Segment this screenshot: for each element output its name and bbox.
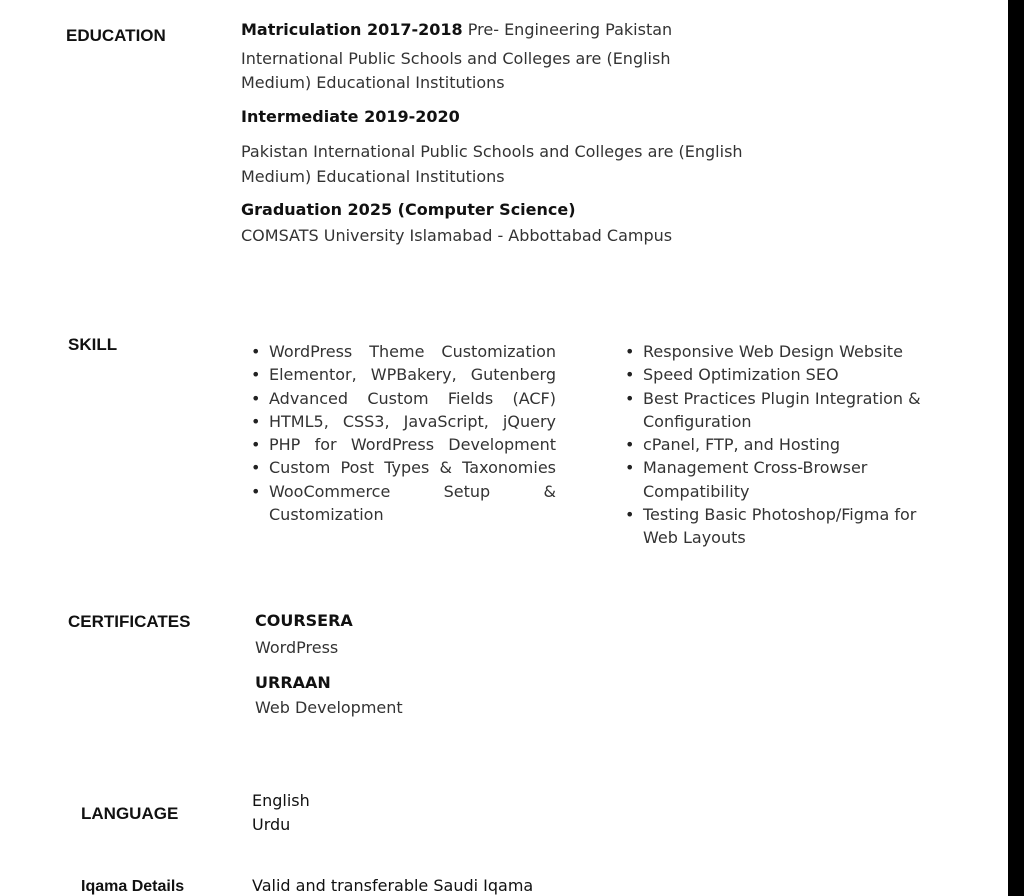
- intermediate-title: Intermediate 2019-2020: [241, 107, 460, 126]
- skill-heading: SKILL: [68, 335, 118, 354]
- skills-list-right: [623, 340, 963, 550]
- skill-item-text: • Best Practices Plugin Integration &: [643, 388, 921, 408]
- certificate-2-org: URRAAN: [255, 673, 331, 692]
- skill-item-text: • Custom Post Types & Taxonomies: [269, 458, 556, 478]
- skill-item-text: • PHP for WordPress Development: [269, 435, 556, 455]
- certificates-heading: CERTIFICATES: [68, 612, 191, 631]
- certificate-1-org: COURSERA: [255, 611, 353, 630]
- graduation-line-1: COMSATS University Islamabad - Abbottabad Campus: [241, 226, 673, 245]
- skill-item-text: • Elementor, WPBakery, Gutenberg: [269, 365, 556, 385]
- skill-item-text-continued: Compatibility: [643, 481, 750, 501]
- skill-item: [249, 340, 556, 363]
- skill-item: [623, 387, 963, 434]
- skill-item: [623, 456, 963, 503]
- education-heading: EDUCATION: [66, 26, 166, 45]
- iqama-heading: Iqama Details: [81, 878, 185, 895]
- certificate-1-subject: WordPress: [255, 638, 339, 657]
- skills-list-left: [249, 340, 556, 526]
- matriculation-stream: Pre- Engineering Pakistan: [462, 20, 673, 39]
- skill-item-text: • Testing Basic Photoshop/Figma for: [643, 505, 917, 525]
- language-item-urdu: Urdu: [252, 815, 291, 834]
- skill-item-text-continued: Customization: [269, 505, 384, 525]
- skill-item-text-continued: Web Layouts: [643, 528, 746, 548]
- iqama-value: Valid and transferable Saudi Iqama: [252, 876, 534, 895]
- skill-item: [623, 363, 963, 386]
- skill-item-text: • HTML5, CSS3, JavaScript, jQuery: [269, 411, 556, 431]
- skill-item: [249, 456, 556, 479]
- skill-item-text: • WooCommerce Setup &: [269, 481, 556, 501]
- page-edge-bar: [1008, 0, 1024, 896]
- matriculation-line-1: [241, 20, 672, 39]
- skill-item-text: • Speed Optimization SEO: [643, 365, 839, 385]
- skill-item-text: • cPanel, FTP, and Hosting: [643, 435, 841, 455]
- language-item-english: English: [252, 791, 310, 810]
- skill-item: [623, 340, 963, 363]
- skill-item-text: • Advanced Custom Fields (ACF): [269, 388, 556, 408]
- skill-item: [623, 433, 963, 456]
- intermediate-line-2: Medium) Educational Institutions: [241, 167, 505, 186]
- matriculation-title: Matriculation 2017-2018: [241, 20, 463, 39]
- matriculation-line-3: Medium) Educational Institutions: [241, 73, 505, 92]
- skill-item: [249, 363, 556, 386]
- matriculation-line-2: International Public Schools and Colleges are (English: [241, 49, 671, 68]
- intermediate-line-1: Pakistan International Public Schools and Colleges are (English: [241, 142, 743, 161]
- skill-item: [249, 480, 556, 527]
- skill-item: [249, 410, 556, 433]
- language-heading: LANGUAGE: [81, 804, 179, 823]
- skill-item-text: • WordPress Theme Customization: [269, 342, 556, 361]
- certificate-2-subject: Web Development: [255, 698, 403, 717]
- skill-item-text-continued: Configuration: [643, 411, 752, 431]
- skill-item: [249, 433, 556, 456]
- skill-item-text: • Management Cross-Browser: [643, 458, 868, 478]
- skill-item-text: • Responsive Web Design Website: [643, 342, 903, 361]
- skill-item: [249, 387, 556, 410]
- graduation-title: Graduation 2025 (Computer Science): [241, 200, 576, 219]
- skill-item: [623, 503, 963, 550]
